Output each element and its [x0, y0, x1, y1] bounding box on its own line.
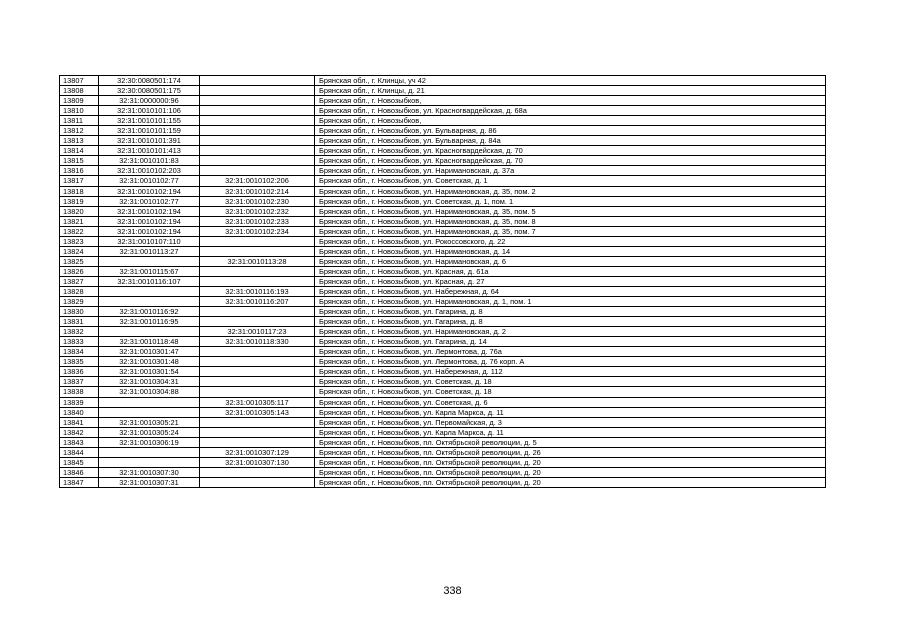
- related-cadastral-number-cell: [200, 417, 315, 427]
- address-cell: Брянская обл., г. Новозыбков, ул. Наримановская, д. 35, пом. 5: [315, 206, 826, 216]
- cadastral-number-cell: [99, 457, 200, 467]
- record-number-cell: 13836: [60, 367, 99, 377]
- related-cadastral-number-cell: [200, 136, 315, 146]
- table-row: [60, 297, 826, 307]
- table-row: [60, 166, 826, 176]
- address-cell: Брянская обл., г. Новозыбков, ул. Советская, д. 1, пом. 1: [315, 196, 826, 206]
- related-cadastral-number-cell: [200, 357, 315, 367]
- table-row: [60, 196, 826, 206]
- table-row: [60, 76, 826, 86]
- related-cadastral-number-cell: 32:31:0010116:193: [200, 286, 315, 296]
- cadastral-number-cell: 32:31:0010305:21: [99, 417, 200, 427]
- address-cell: Брянская обл., г. Новозыбков, ул. Набережная, д. 112: [315, 367, 826, 377]
- table-row: [60, 146, 826, 156]
- address-cell: Брянская обл., г. Новозыбков, ул. Гагарина, д. 14: [315, 337, 826, 347]
- record-number-cell: 13847: [60, 477, 99, 487]
- record-number-cell: 13807: [60, 76, 99, 86]
- address-cell: Брянская обл., г. Новозыбков, ул. Рокоссовского, д. 22: [315, 236, 826, 246]
- related-cadastral-number-cell: 32:31:0010102:230: [200, 196, 315, 206]
- record-number-cell: 13811: [60, 116, 99, 126]
- address-cell: Брянская обл., г. Новозыбков, ул. Лермонтова, д. 76 корп. А: [315, 357, 826, 367]
- table-row: [60, 427, 826, 437]
- related-cadastral-number-cell: [200, 96, 315, 106]
- record-number-cell: 13828: [60, 286, 99, 296]
- record-number-cell: 13827: [60, 276, 99, 286]
- related-cadastral-number-cell: [200, 387, 315, 397]
- table-row: [60, 186, 826, 196]
- related-cadastral-number-cell: [200, 317, 315, 327]
- address-cell: Брянская обл., г. Новозыбков, пл. Октябрьской революции, д. 20: [315, 477, 826, 487]
- record-number-cell: 13834: [60, 347, 99, 357]
- table-row: [60, 377, 826, 387]
- address-cell: Брянская обл., г. Новозыбков, ул. Красногвардейская, д. 70: [315, 156, 826, 166]
- address-cell: Брянская обл., г. Новозыбков, ул. Бульварная, д. 84а: [315, 136, 826, 146]
- related-cadastral-number-cell: 32:31:0010307:130: [200, 457, 315, 467]
- cadastral-number-cell: 32:31:0010107:110: [99, 236, 200, 246]
- related-cadastral-number-cell: [200, 427, 315, 437]
- record-number-cell: 13822: [60, 226, 99, 236]
- cadastral-number-cell: 32:31:0010306:19: [99, 437, 200, 447]
- table-row: [60, 347, 826, 357]
- related-cadastral-number-cell: 32:31:0010116:207: [200, 297, 315, 307]
- address-cell: Брянская обл., г. Новозыбков, ул. Красногвардейская, д. 68а: [315, 106, 826, 116]
- address-cell: Брянская обл., г. Новозыбков, ул. Советская, д. 18: [315, 377, 826, 387]
- table-row: [60, 156, 826, 166]
- record-number-cell: 13814: [60, 146, 99, 156]
- related-cadastral-number-cell: [200, 156, 315, 166]
- cadastral-number-cell: [99, 297, 200, 307]
- cadastral-number-cell: 32:30:0080501:174: [99, 76, 200, 86]
- address-cell: Брянская обл., г. Новозыбков, ул. Карла Маркса, д. 11: [315, 427, 826, 437]
- address-cell: Брянская обл., г. Новозыбков, пл. Октябрьской революции, д. 26: [315, 447, 826, 457]
- record-number-cell: 13808: [60, 86, 99, 96]
- related-cadastral-number-cell: 32:31:0010102:233: [200, 216, 315, 226]
- record-number-cell: 13819: [60, 196, 99, 206]
- record-number-cell: 13810: [60, 106, 99, 116]
- related-cadastral-number-cell: 32:31:0010102:214: [200, 186, 315, 196]
- cadastral-number-cell: 32:31:0010304:88: [99, 387, 200, 397]
- cadastral-number-cell: 32:31:0010101:391: [99, 136, 200, 146]
- cadastral-number-cell: 32:31:0010102:194: [99, 216, 200, 226]
- record-number-cell: 13839: [60, 397, 99, 407]
- record-number-cell: 13835: [60, 357, 99, 367]
- table-row: [60, 266, 826, 276]
- cadastral-number-cell: [99, 256, 200, 266]
- address-cell: Брянская обл., г. Новозыбков, ул. Советская, д. 6: [315, 397, 826, 407]
- table-row: [60, 106, 826, 116]
- address-cell: Брянская обл., г. Клинцы, уч 42: [315, 76, 826, 86]
- table-row: [60, 387, 826, 397]
- property-registry-table: [59, 75, 826, 488]
- record-number-cell: 13816: [60, 166, 99, 176]
- table-row: [60, 437, 826, 447]
- cadastral-number-cell: [99, 397, 200, 407]
- table-row: [60, 477, 826, 487]
- table-row: [60, 136, 826, 146]
- cadastral-number-cell: 32:31:0000000:96: [99, 96, 200, 106]
- record-number-cell: 13809: [60, 96, 99, 106]
- related-cadastral-number-cell: [200, 126, 315, 136]
- address-cell: Брянская обл., г. Новозыбков, ул. Наримановская, д. 2: [315, 327, 826, 337]
- address-cell: Брянская обл., г. Новозыбков, ул. Красногвардейская, д. 70: [315, 146, 826, 156]
- cadastral-number-cell: 32:31:0010116:95: [99, 317, 200, 327]
- address-cell: Брянская обл., г. Новозыбков, ул. Красная, д. 27: [315, 276, 826, 286]
- table-row: [60, 206, 826, 216]
- record-number-cell: 13842: [60, 427, 99, 437]
- table-row: [60, 86, 826, 96]
- address-cell: Брянская обл., г. Новозыбков, ул. Советская, д. 1: [315, 176, 826, 186]
- address-cell: Брянская обл., г. Новозыбков, ул. Первомайская, д. 3: [315, 417, 826, 427]
- record-number-cell: 13813: [60, 136, 99, 146]
- address-cell: Брянская обл., г. Новозыбков, ул. Лермонтова, д. 76а: [315, 347, 826, 357]
- related-cadastral-number-cell: [200, 276, 315, 286]
- cadastral-number-cell: [99, 407, 200, 417]
- address-cell: Брянская обл., г. Новозыбков,: [315, 96, 826, 106]
- related-cadastral-number-cell: [200, 76, 315, 86]
- table-row: [60, 176, 826, 186]
- cadastral-number-cell: 32:31:0010101:159: [99, 126, 200, 136]
- record-number-cell: 13818: [60, 186, 99, 196]
- cadastral-number-cell: 32:31:0010101:155: [99, 116, 200, 126]
- cadastral-number-cell: 32:31:0010118:48: [99, 337, 200, 347]
- table-row: [60, 317, 826, 327]
- cadastral-number-cell: 32:31:0010102:203: [99, 166, 200, 176]
- address-cell: Брянская обл., г. Новозыбков, ул. Наримановская, д. 35, пом. 8: [315, 216, 826, 226]
- record-number-cell: 13824: [60, 246, 99, 256]
- record-number-cell: 13846: [60, 467, 99, 477]
- related-cadastral-number-cell: [200, 347, 315, 357]
- related-cadastral-number-cell: 32:31:0010117:23: [200, 327, 315, 337]
- address-cell: Брянская обл., г. Новозыбков, ул. Бульварная, д. 86: [315, 126, 826, 136]
- record-number-cell: 13830: [60, 307, 99, 317]
- table-row: [60, 417, 826, 427]
- related-cadastral-number-cell: [200, 106, 315, 116]
- record-number-cell: 13831: [60, 317, 99, 327]
- address-cell: Брянская обл., г. Новозыбков, ул. Наримановская, д. 1, пом. 1: [315, 297, 826, 307]
- related-cadastral-number-cell: [200, 146, 315, 156]
- address-cell: Брянская обл., г. Новозыбков, пл. Октябрьской революции, д. 20: [315, 467, 826, 477]
- address-cell: Брянская обл., г. Новозыбков, ул. Наримановская, д. 14: [315, 246, 826, 256]
- related-cadastral-number-cell: [200, 367, 315, 377]
- record-number-cell: 13837: [60, 377, 99, 387]
- related-cadastral-number-cell: 32:31:0010305:117: [200, 397, 315, 407]
- related-cadastral-number-cell: [200, 477, 315, 487]
- table-row: [60, 246, 826, 256]
- related-cadastral-number-cell: [200, 86, 315, 96]
- related-cadastral-number-cell: 32:31:0010102:232: [200, 206, 315, 216]
- related-cadastral-number-cell: 32:31:0010305:143: [200, 407, 315, 417]
- table-row: [60, 256, 826, 266]
- cadastral-number-cell: 32:31:0010102:77: [99, 176, 200, 186]
- related-cadastral-number-cell: 32:31:0010113:28: [200, 256, 315, 266]
- table-row: [60, 276, 826, 286]
- related-cadastral-number-cell: [200, 246, 315, 256]
- address-cell: Брянская обл., г. Новозыбков, ул. Набережная, д. 64: [315, 286, 826, 296]
- cadastral-number-cell: [99, 327, 200, 337]
- record-number-cell: 13820: [60, 206, 99, 216]
- cadastral-number-cell: 32:31:0010301:48: [99, 357, 200, 367]
- table-row: [60, 216, 826, 226]
- related-cadastral-number-cell: 32:31:0010102:206: [200, 176, 315, 186]
- table-row: [60, 467, 826, 477]
- address-cell: Брянская обл., г. Новозыбков, ул. Гагарина, д. 8: [315, 317, 826, 327]
- registry-table-body: [60, 76, 826, 488]
- cadastral-number-cell: 32:31:0010116:107: [99, 276, 200, 286]
- related-cadastral-number-cell: 32:31:0010307:129: [200, 447, 315, 457]
- address-cell: Брянская обл., г. Новозыбков,: [315, 116, 826, 126]
- address-cell: Брянская обл., г. Новозыбков, ул. Красная, д. 61а: [315, 266, 826, 276]
- cadastral-number-cell: 32:31:0010304:31: [99, 377, 200, 387]
- address-cell: Брянская обл., г. Новозыбков, ул. Гагарина, д. 8: [315, 307, 826, 317]
- cadastral-number-cell: 32:31:0010116:92: [99, 307, 200, 317]
- table-row: [60, 447, 826, 457]
- record-number-cell: 13832: [60, 327, 99, 337]
- related-cadastral-number-cell: [200, 236, 315, 246]
- table-row: [60, 457, 826, 467]
- cadastral-number-cell: 32:31:0010307:30: [99, 467, 200, 477]
- record-number-cell: 13845: [60, 457, 99, 467]
- related-cadastral-number-cell: [200, 467, 315, 477]
- page-number: 338: [443, 585, 462, 597]
- related-cadastral-number-cell: 32:31:0010102:234: [200, 226, 315, 236]
- cadastral-number-cell: 32:31:0010307:31: [99, 477, 200, 487]
- table-row: [60, 96, 826, 106]
- table-row: [60, 307, 826, 317]
- table-row: [60, 397, 826, 407]
- record-number-cell: 13840: [60, 407, 99, 417]
- record-number-cell: 13833: [60, 337, 99, 347]
- record-number-cell: 13825: [60, 256, 99, 266]
- cadastral-number-cell: 32:31:0010301:47: [99, 347, 200, 357]
- address-cell: Брянская обл., г. Новозыбков, ул. Наримановская, д. 35, пом. 2: [315, 186, 826, 196]
- cadastral-number-cell: 32:31:0010101:83: [99, 156, 200, 166]
- related-cadastral-number-cell: [200, 266, 315, 276]
- table-row: [60, 226, 826, 236]
- cadastral-number-cell: 32:31:0010102:77: [99, 196, 200, 206]
- table-row: [60, 327, 826, 337]
- address-cell: Брянская обл., г. Новозыбков, ул. Советская, д. 18: [315, 387, 826, 397]
- table-row: [60, 407, 826, 417]
- cadastral-number-cell: 32:31:0010102:194: [99, 206, 200, 216]
- cadastral-number-cell: [99, 286, 200, 296]
- cadastral-number-cell: 32:31:0010305:24: [99, 427, 200, 437]
- record-number-cell: 13829: [60, 297, 99, 307]
- record-number-cell: 13821: [60, 216, 99, 226]
- cadastral-number-cell: 32:31:0010101:413: [99, 146, 200, 156]
- address-cell: Брянская обл., г. Новозыбков, ул. Наримановская, д. 6: [315, 256, 826, 266]
- cadastral-number-cell: 32:31:0010115:67: [99, 266, 200, 276]
- related-cadastral-number-cell: [200, 166, 315, 176]
- table-row: [60, 236, 826, 246]
- cadastral-number-cell: 32:31:0010101:106: [99, 106, 200, 116]
- table-row: [60, 126, 826, 136]
- address-cell: Брянская обл., г. Новозыбков, пл. Октябрьской революции, д. 5: [315, 437, 826, 447]
- address-cell: Брянская обл., г. Новозыбков, ул. Наримановская, д. 35, пом. 7: [315, 226, 826, 236]
- record-number-cell: 13817: [60, 176, 99, 186]
- related-cadastral-number-cell: 32:31:0010118:330: [200, 337, 315, 347]
- related-cadastral-number-cell: [200, 377, 315, 387]
- address-cell: Брянская обл., г. Новозыбков, ул. Карла Маркса, д. 11: [315, 407, 826, 417]
- address-cell: Брянская обл., г. Клинцы, д. 21: [315, 86, 826, 96]
- table-row: [60, 286, 826, 296]
- record-number-cell: 13815: [60, 156, 99, 166]
- record-number-cell: 13812: [60, 126, 99, 136]
- record-number-cell: 13838: [60, 387, 99, 397]
- related-cadastral-number-cell: [200, 437, 315, 447]
- table-row: [60, 367, 826, 377]
- record-number-cell: 13841: [60, 417, 99, 427]
- record-number-cell: 13843: [60, 437, 99, 447]
- related-cadastral-number-cell: [200, 116, 315, 126]
- cadastral-number-cell: 32:31:0010113:27: [99, 246, 200, 256]
- cadastral-number-cell: 32:30:0080501:175: [99, 86, 200, 96]
- address-cell: Брянская обл., г. Новозыбков, ул. Наримановская, д. 37а: [315, 166, 826, 176]
- cadastral-number-cell: 32:31:0010102:194: [99, 226, 200, 236]
- cadastral-number-cell: [99, 447, 200, 457]
- table-row: [60, 116, 826, 126]
- record-number-cell: 13823: [60, 236, 99, 246]
- cadastral-number-cell: 32:31:0010102:194: [99, 186, 200, 196]
- table-row: [60, 337, 826, 347]
- address-cell: Брянская обл., г. Новозыбков, пл. Октябрьской революции, д. 20: [315, 457, 826, 467]
- record-number-cell: 13826: [60, 266, 99, 276]
- cadastral-number-cell: 32:31:0010301:54: [99, 367, 200, 377]
- table-row: [60, 357, 826, 367]
- related-cadastral-number-cell: [200, 307, 315, 317]
- record-number-cell: 13844: [60, 447, 99, 457]
